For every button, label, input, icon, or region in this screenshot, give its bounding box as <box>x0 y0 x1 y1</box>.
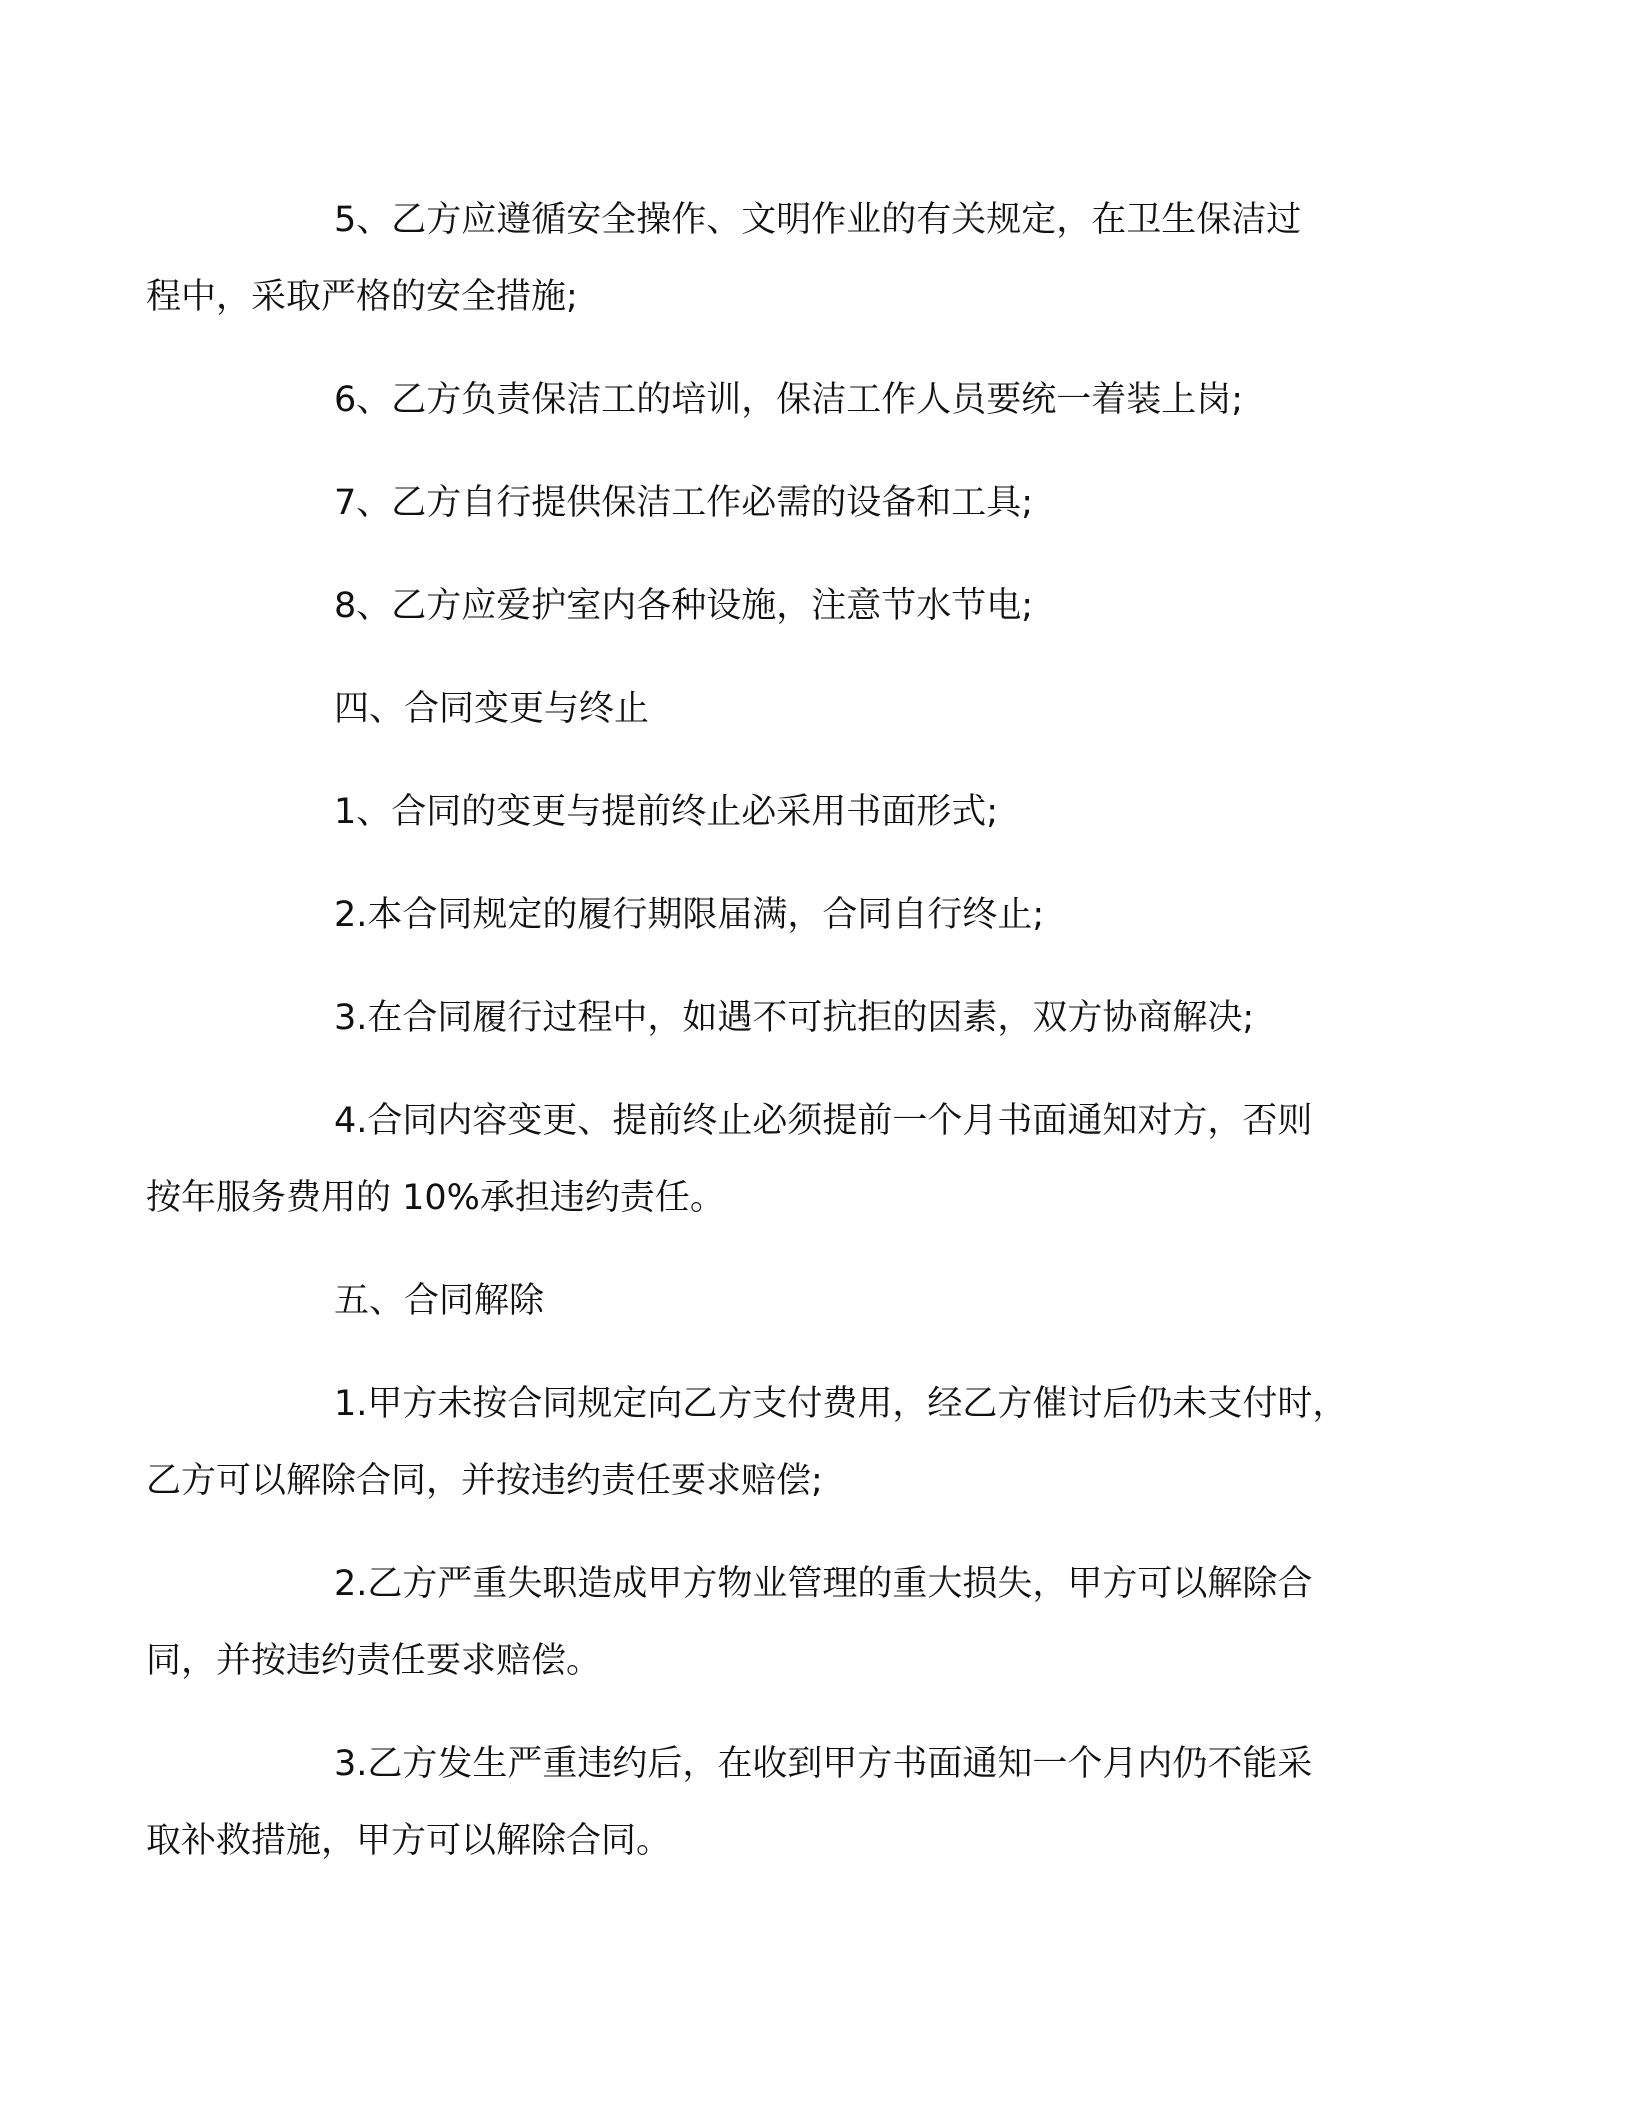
paragraph-termination-2 <box>146 1546 1400 1700</box>
paragraph-line: 取补救措施，甲方可以解除合同。 <box>146 1821 672 1861</box>
paragraph-line: 5、乙方应遵循安全操作、文明作业的有关规定，在卫生保洁过 <box>334 200 1302 240</box>
section-heading-4 <box>240 671 1400 748</box>
paragraph-line: 1.甲方未按合同规定向乙方支付费用，经乙方催讨后仍未支付时， <box>334 1384 1348 1424</box>
paragraph-change-2 <box>240 877 1400 954</box>
paragraph-line: 8、乙方应爱护室内各种设施，注意节水节电; <box>334 586 1034 626</box>
paragraph-change-3 <box>240 980 1400 1057</box>
paragraph-line: 3.在合同履行过程中，如遇不可抗拒的因素，双方协商解决; <box>334 998 1255 1038</box>
paragraph-line: 同，并按违约责任要求赔偿。 <box>146 1641 602 1681</box>
paragraph-line: 2.乙方严重失职造成甲方物业管理的重大损失，甲方可以解除合 <box>334 1564 1313 1604</box>
paragraph-change-4 <box>146 1083 1400 1237</box>
paragraph-clause-7 <box>240 465 1400 542</box>
paragraph-line: 1、合同的变更与提前终止必采用书面形式; <box>334 792 999 832</box>
document-body <box>146 182 1400 1906</box>
section-heading-5 <box>240 1263 1400 1340</box>
paragraph-line: 4.合同内容变更、提前终止必须提前一个月书面通知对方，否则 <box>334 1101 1313 1141</box>
paragraph-line: 2.本合同规定的履行期限届满，合同自行终止; <box>334 895 1045 935</box>
section-heading-text: 四、合同变更与终止 <box>334 689 650 729</box>
paragraph-clause-8 <box>240 568 1400 645</box>
paragraph-line: 3.乙方发生严重违约后，在收到甲方书面通知一个月内仍不能采 <box>334 1744 1313 1784</box>
paragraph-line: 7、乙方自行提供保洁工作必需的设备和工具; <box>334 483 1034 523</box>
paragraph-line: 按年服务费用的 10%承担违约责任。 <box>146 1178 725 1218</box>
paragraph-line: 程中，采取严格的安全措施; <box>146 277 578 317</box>
paragraph-clause-6 <box>240 362 1400 439</box>
section-heading-text: 五、合同解除 <box>334 1281 545 1321</box>
paragraph-change-1 <box>240 774 1400 851</box>
paragraph-line: 6、乙方负责保洁工的培训，保洁工作人员要统一着装上岗; <box>334 380 1244 420</box>
paragraph-termination-3 <box>146 1726 1400 1880</box>
paragraph-clause-5 <box>146 182 1400 336</box>
paragraph-line: 乙方可以解除合同，并按违约责任要求赔偿; <box>146 1461 823 1501</box>
paragraph-termination-1 <box>146 1366 1400 1520</box>
